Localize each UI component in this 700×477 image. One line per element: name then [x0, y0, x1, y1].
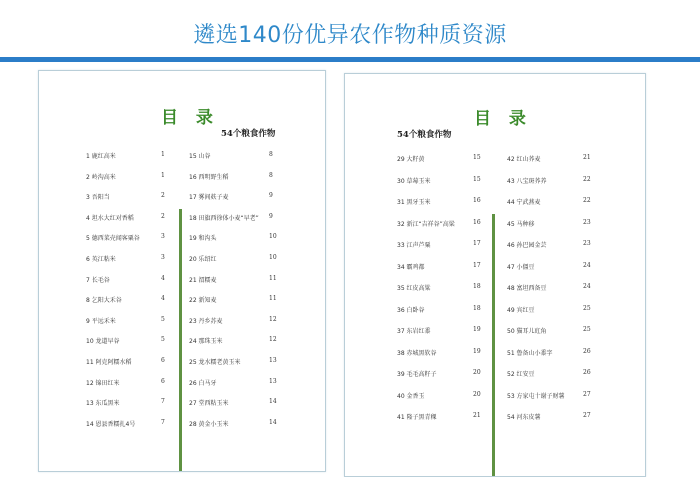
toc-entry-page-number: 6	[161, 377, 165, 385]
toc-entry-label: 26 白马牙	[189, 379, 217, 387]
toc-entry-page-number: 21	[473, 412, 481, 419]
toc-entry-page-number: 11	[269, 295, 277, 303]
toc-entry-label: 42 红山荞麦	[507, 156, 541, 163]
toc-entry-page-number: 2	[161, 192, 165, 200]
toc-entry-label: 23 丹乡苏麦	[189, 317, 223, 325]
toc-page-left	[38, 70, 326, 472]
toc-entry-label: 53 方家屯十谢子财薯	[507, 392, 565, 400]
toc-entry-page-number: 20	[473, 390, 481, 398]
toc-entry-page-number: 24	[583, 261, 591, 269]
toc-entry-page-number: 22	[583, 197, 591, 204]
toc-entry-page-number: 14	[269, 418, 277, 426]
toc-entry-page-number: 4	[161, 274, 165, 282]
toc-entry-page-number: 5	[161, 315, 165, 323]
toc-entry-label: 29 大籽黄	[397, 156, 425, 163]
toc-entry-label: 39 毛毛高籽子	[397, 371, 437, 378]
toc-entry-page-number: 3	[161, 254, 165, 261]
toc-entry-label: 31 黑牙玉米	[397, 199, 431, 206]
toc-entry-page-number: 4	[161, 295, 165, 303]
toc-entry-page-number: 11	[269, 274, 277, 282]
toc-entry-page-number: 26	[583, 347, 591, 355]
toc-entry-label: 6 英江粘米	[86, 256, 116, 263]
toc-page-right	[344, 73, 646, 477]
toc-entry-page-number: 5	[161, 336, 165, 344]
toc-entry-page-number: 1	[161, 151, 165, 158]
toc-entry-page-number: 13	[269, 377, 277, 385]
toc-entry-label: 7 长毛谷	[86, 276, 110, 284]
toc-entry-label: 44 宁武燕麦	[507, 199, 541, 206]
toc-entry-label: 18 田旗西徐体小麦“早老”	[189, 214, 259, 222]
toc-entry-label: 14 恩县香糯扎4号	[86, 420, 136, 428]
toc-entry-page-number: 12	[269, 336, 277, 344]
toc-entry-label: 13 东瓜黑米	[86, 400, 120, 408]
toc-entry-label: 19 和沟头	[189, 235, 217, 243]
toc-entry-label: 37 东岩红黍	[397, 328, 431, 335]
toc-entry-page-number: 16	[473, 218, 481, 226]
toc-entry-page-number: 6	[161, 357, 165, 364]
toc-entry-page-number: 27	[583, 412, 591, 419]
toc-entry-label: 8 乞阳大禾谷	[86, 297, 122, 305]
toc-entry-label: 32 新江“吉祥谷”高粱	[397, 220, 455, 228]
toc-entry-page-number: 15	[473, 175, 481, 183]
toc-entry-label: 34 霸鸡都	[397, 263, 425, 271]
toc-entry-label: 20 乐绍红	[189, 256, 217, 263]
toc-heading: 目 录	[161, 108, 219, 128]
toc-entry-page-number: 27	[583, 390, 591, 398]
toc-entry-label: 25 龙水糯老黄玉米	[189, 359, 241, 366]
toc-entry-page-number: 9	[269, 192, 273, 200]
toc-entry-page-number: 15	[473, 154, 481, 161]
toc-entry-page-number: 24	[583, 283, 591, 290]
toc-entry-label: 4 坦水大红对香稻	[86, 214, 134, 222]
toc-entry-label: 33 江声芦粟	[397, 242, 431, 249]
toc-subheading: 54个粮食作物	[397, 130, 452, 140]
toc-entry-page-number: 19	[473, 347, 481, 355]
toc-entry-page-number: 8	[269, 151, 273, 158]
toc-entry-page-number: 17	[473, 240, 481, 247]
toc-entry-label: 10 龙道早谷	[86, 338, 120, 346]
toc-entry-label: 41 隆子黑青稞	[397, 414, 437, 421]
toc-entry-page-number: 14	[269, 398, 277, 406]
toc-entry-label: 51 鲁备山小黍字	[507, 349, 553, 357]
toc-entry-label: 46 孙巴园金芸	[507, 242, 547, 249]
toc-entry-page-number: 13	[269, 357, 277, 364]
toc-entry-page-number: 22	[583, 175, 591, 183]
toc-entry-label: 50 猫耳儿豇角	[507, 328, 547, 335]
toc-entry-page-number: 16	[473, 197, 481, 204]
toc-entry-page-number: 20	[473, 369, 481, 376]
toc-entry-page-number: 17	[473, 261, 481, 269]
toc-entry-label: 24 那珠玉米	[189, 338, 223, 346]
toc-entry-label: 9 平远禾米	[86, 317, 116, 325]
toc-entry-label: 15 山谷	[189, 153, 211, 160]
toc-entry-page-number: 18	[473, 304, 481, 312]
toc-entry-label: 21 渭糯麦	[189, 276, 217, 284]
green-divider-bar	[179, 209, 182, 471]
toc-entry-page-number: 7	[161, 398, 165, 406]
toc-entry-page-number: 10	[269, 233, 277, 241]
toc-entry-page-number: 9	[269, 212, 273, 220]
toc-entry-label: 12 锦田红米	[86, 379, 120, 387]
toc-entry-page-number: 25	[583, 304, 591, 312]
toc-entry-label: 43 八宝斑荞养	[507, 177, 547, 185]
toc-entry-label: 45 马种移	[507, 220, 535, 228]
toc-entry-page-number: 23	[583, 240, 591, 247]
toc-entry-page-number: 10	[269, 254, 277, 261]
toc-entry-page-number: 3	[161, 233, 165, 241]
toc-entry-label: 47 小僵豆	[507, 263, 535, 271]
toc-entry-page-number: 7	[161, 418, 165, 426]
toc-entry-label: 11 阿克阿糯水稻	[86, 359, 132, 366]
toc-entry-label: 40 金香玉	[397, 392, 425, 400]
toc-entry-label: 16 西明野生稻	[189, 173, 229, 181]
toc-entry-label: 27 堂西粘玉米	[189, 400, 229, 408]
banner-divider	[0, 57, 700, 62]
toc-entry-page-number: 1	[161, 171, 165, 179]
toc-entry-label: 54 河东皮薯	[507, 414, 541, 421]
banner-title: 遴选140份优异农作物种质资源	[193, 23, 507, 48]
toc-subheading: 54个粮食作物	[221, 129, 276, 139]
toc-entry-page-number: 19	[473, 326, 481, 333]
toc-entry-page-number: 18	[473, 283, 481, 290]
toc-entry-label: 3 吾阳当	[86, 194, 110, 202]
toc-entry-label: 52 红安豆	[507, 371, 535, 378]
toc-entry-label: 1 鹿红高米	[86, 153, 116, 160]
toc-entry-label: 38 赤城黑软谷	[397, 349, 437, 357]
toc-entry-label: 28 黄金小玉米	[189, 420, 229, 428]
toc-heading: 目 录	[474, 109, 532, 129]
toc-entry-label: 49 宾红豆	[507, 306, 535, 314]
toc-entry-label: 48 富坦西备豆	[507, 285, 547, 292]
toc-entry-label: 30 草莓玉米	[397, 177, 431, 185]
toc-entry-page-number: 25	[583, 326, 591, 333]
toc-entry-page-number: 23	[583, 218, 591, 226]
toc-entry-label: 22 新知麦	[189, 297, 217, 305]
toc-entry-label: 35 红皮高粱	[397, 285, 431, 292]
toc-entry-label: 2 岭沟高米	[86, 173, 116, 181]
toc-entry-page-number: 26	[583, 369, 591, 376]
toc-entry-page-number: 21	[583, 154, 591, 161]
toc-entry-label: 17 雾间麸子麦	[189, 194, 229, 202]
toc-entry-page-number: 8	[269, 171, 273, 179]
toc-entry-label: 36 白卧谷	[397, 306, 425, 314]
toc-entry-label: 5 德西菜壳闻客粟谷	[86, 235, 140, 243]
green-divider-bar	[492, 214, 495, 476]
toc-entry-page-number: 2	[161, 212, 165, 220]
toc-entry-page-number: 12	[269, 315, 277, 323]
